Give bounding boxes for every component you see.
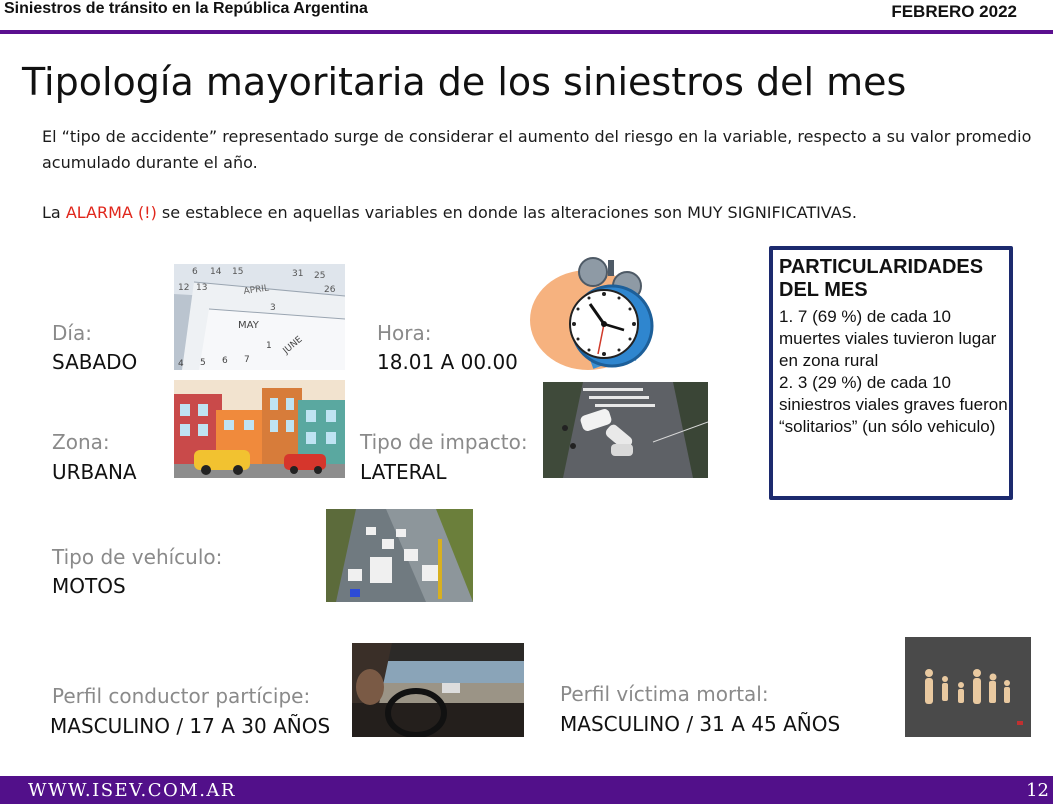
family-image bbox=[905, 637, 1031, 737]
calendar-number: 31 bbox=[292, 269, 304, 279]
calendar-month: MAY bbox=[238, 320, 259, 331]
victima-value: MASCULINO / 31 A 45 AÑOS bbox=[560, 712, 841, 736]
calendar-number: 6 bbox=[222, 356, 228, 366]
calendar-number: 3 bbox=[270, 303, 276, 313]
calendar-number: 6 bbox=[192, 267, 198, 277]
dia-value: SABADO bbox=[52, 350, 138, 374]
page-title: Tipología mayoritaria de los siniestros del mes bbox=[22, 60, 907, 104]
impacto-value: LATERAL bbox=[360, 460, 447, 484]
alarm-line bbox=[42, 203, 857, 222]
calendar-month: JUNE bbox=[281, 334, 305, 357]
calendar-number: 26 bbox=[324, 285, 336, 295]
zona-value: URBANA bbox=[52, 460, 137, 484]
calendar-image bbox=[174, 264, 345, 370]
calendar-month: APRIL bbox=[243, 283, 270, 297]
dia-label: Día: bbox=[52, 321, 92, 345]
header-title: Siniestros de tránsito en la República Argentina bbox=[4, 0, 368, 17]
victima-label: Perfil víctima mortal: bbox=[560, 682, 769, 706]
hora-value: 18.01 A 00.00 bbox=[377, 350, 518, 374]
intro-text: El “tipo de accidente” representado surge de considerar el aumento del riesgo en la variable, respecto a su valor promedio acumulado durante el año. bbox=[42, 127, 1032, 172]
footer-url[interactable]: WWW.ISEV.COM.AR bbox=[28, 780, 236, 801]
particularidades-box bbox=[769, 246, 1013, 500]
particularidades-body: 1. 7 (69 %) de cada 10 muertes viales tuvieron lugar en zona rural 2. 3 (29 %) de cada 10 siniestros viales graves fueron “solitarios” (un sólo vehiculo) bbox=[779, 307, 1008, 436]
alarm-label: ALARMA (!) bbox=[65, 203, 157, 222]
vehiculo-value: MOTOS bbox=[52, 574, 126, 598]
crash-image bbox=[543, 382, 708, 478]
calendar-number: 1 bbox=[266, 341, 272, 351]
calendar-number: 5 bbox=[200, 358, 206, 368]
alarm-line-before: La bbox=[42, 203, 66, 222]
urban-image bbox=[174, 380, 345, 478]
zona-label: Zona: bbox=[52, 430, 110, 454]
hora-label: Hora: bbox=[377, 321, 432, 345]
header-rule bbox=[0, 30, 1053, 34]
page-number: 12 bbox=[1026, 780, 1049, 801]
particularidades-title: PARTICULARIDADES DEL MES bbox=[779, 256, 984, 301]
calendar-number: 7 bbox=[244, 355, 250, 365]
driver-image bbox=[352, 643, 524, 737]
impacto-label: Tipo de impacto: bbox=[360, 430, 528, 454]
traffic-image bbox=[326, 509, 473, 602]
conductor-value: MASCULINO / 17 A 30 AÑOS bbox=[50, 714, 331, 738]
calendar-number: 15 bbox=[232, 267, 244, 277]
calendar-number: 13 bbox=[196, 283, 208, 293]
alarm-clock-image bbox=[528, 254, 662, 372]
calendar-number: 14 bbox=[210, 267, 222, 277]
vehiculo-label: Tipo de vehículo: bbox=[52, 545, 223, 569]
header-date: FEBRERO 2022 bbox=[891, 2, 1017, 21]
conductor-label: Perfil conductor partícipe: bbox=[52, 684, 311, 708]
calendar-number: 4 bbox=[178, 359, 184, 369]
calendar-number: 25 bbox=[314, 271, 326, 281]
alarm-line-after: se establece en aquellas variables en donde las alteraciones son MUY SIGNIFICATIVAS. bbox=[156, 203, 857, 222]
calendar-number: 12 bbox=[178, 283, 190, 293]
